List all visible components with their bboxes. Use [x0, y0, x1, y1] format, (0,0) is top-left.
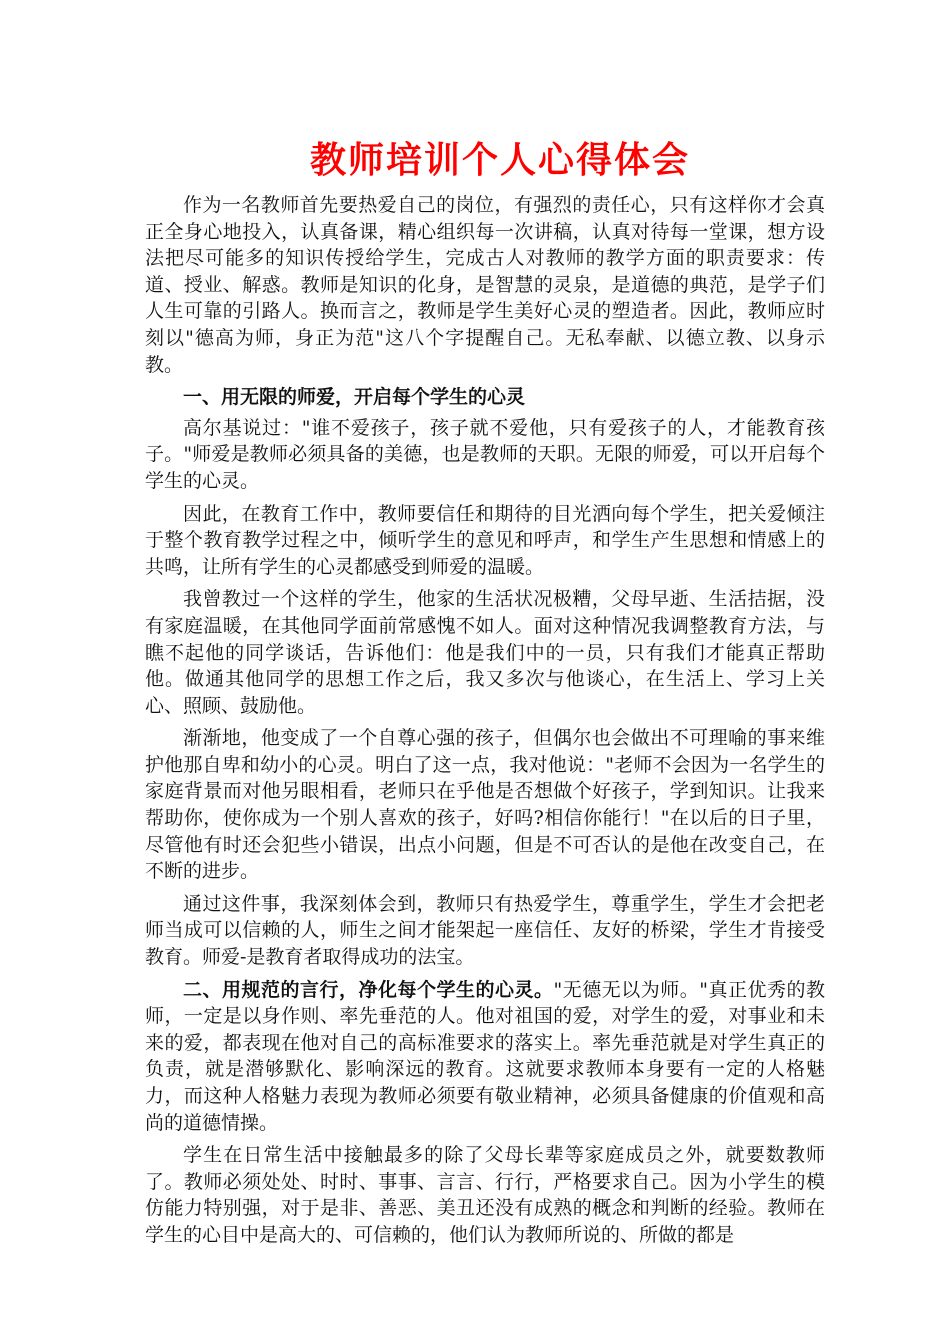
- body-paragraph: 高尔基说过："谁不爱孩子，孩子就不爱他，只有爱孩子的人，才能教育孩子。"师爱是教师必须具备的美德，也是教师的天职。无限的师爱，可以开启每个学生的心灵。: [145, 416, 825, 492]
- section-2-paragraph: [145, 977, 825, 1137]
- section-1-heading: 一、用无限的师爱，开启每个学生的心灵: [183, 386, 526, 409]
- body-paragraph: 我曾教过一个这样的学生，他家的生活状况极糟，父母早逝、生活拮据，没有家庭温暖，在其他同学面前常感愧不如人。面对这种情况我调整教育方法，与瞧不起他的同学谈话，告诉他们：他是我们中的一员，只有我们才能真正帮助他。做通其他同学的思想工作之后，我又多次与他谈心，在生活上、学习上关心、照顾、鼓励他。: [145, 588, 825, 717]
- body-paragraph: 渐渐地，他变成了一个自尊心强的孩子，但偶尔也会做出不可理喻的事来维护他那自卑和幼小的心灵。明白了这一点，我对他说："老师不会因为一名学生的家庭背景而对他另眼相看，老师只在乎他是否想做个好孩子，学到知识。让我来帮助你，使你成为一个别人喜欢的孩子，好吗?相信你能行！"在以后的日子里，尽管他有时还会犯些小错误，出点小问题，但是不可否认的是他在改变自己，在不断的进步。: [145, 727, 825, 883]
- document-title: 教师培训个人心得体会: [309, 139, 690, 181]
- intro-paragraph: 作为一名教师首先要热爱自己的岗位，有强烈的责任心，只有这样你才会真正全身心地投入，认真备课，精心组织每一次讲稿，认真对待每一堂课，想方设法把尽可能多的知识传授给学生，完成古人对教师的教学方面的职责要求：传道、授业、解惑。教师是知识的化身，是智慧的灵泉，是道德的典范，是学子们人生可靠的引路人。换而言之，教师是学生美好心灵的塑造者。因此，教师应时刻以"德高为师，身正为范"这八个字提醒自己。无私奉献、以德立教、以身示教。: [145, 194, 825, 376]
- body-paragraph: 通过这件事，我深刻体会到，教师只有热爱学生，尊重学生，学生才会把老师当成可以信赖的人，师生之间才能架起一座信任、友好的桥梁，学生才肯接受教育。师爱-是教育者取得成功的法宝。: [145, 892, 825, 969]
- section-2-heading: 二、用规范的言行，净化每个学生的心灵。: [183, 978, 554, 1001]
- body-paragraph: 因此，在教育工作中，教师要信任和期待的目光洒向每个学生，把关爱倾注于整个教育教学过程之中，倾听学生的意见和呼声，和学生产生思想和情感上的共鸣，让所有学生的心灵都感受到师爱的温暖。: [145, 502, 825, 578]
- section-2-text: "无德无以为师。"真正优秀的教师，一定是以身作则、率先垂范的人。他对祖国的爱，对学生的爱，对事业和未来的爱，都表现在他对自己的高标准要求的落实上。率先垂范就是对学生真正的负责，就是潜够默化、影响深远的教育。这就要求教师本身要有一定的人格魅力，而这种人格魅力表现为教师必须要有敬业精神，必须具备健康的价值观和高尚的道德情操。: [145, 978, 825, 1134]
- document-body: [145, 192, 825, 1255]
- body-paragraph: 学生在日常生活中接触最多的除了父母长辈等家庭成员之外，就要数教师了。教师必须处处、时时、事事、言言、行行，严格要求自己。因为小学生的模仿能力特别强，对于是非、善恶、美丑还没有成熟的概念和判断的经验。教师在学生的心目中是高大的、可信赖的，他们认为教师所说的、所做的都是: [145, 1144, 825, 1246]
